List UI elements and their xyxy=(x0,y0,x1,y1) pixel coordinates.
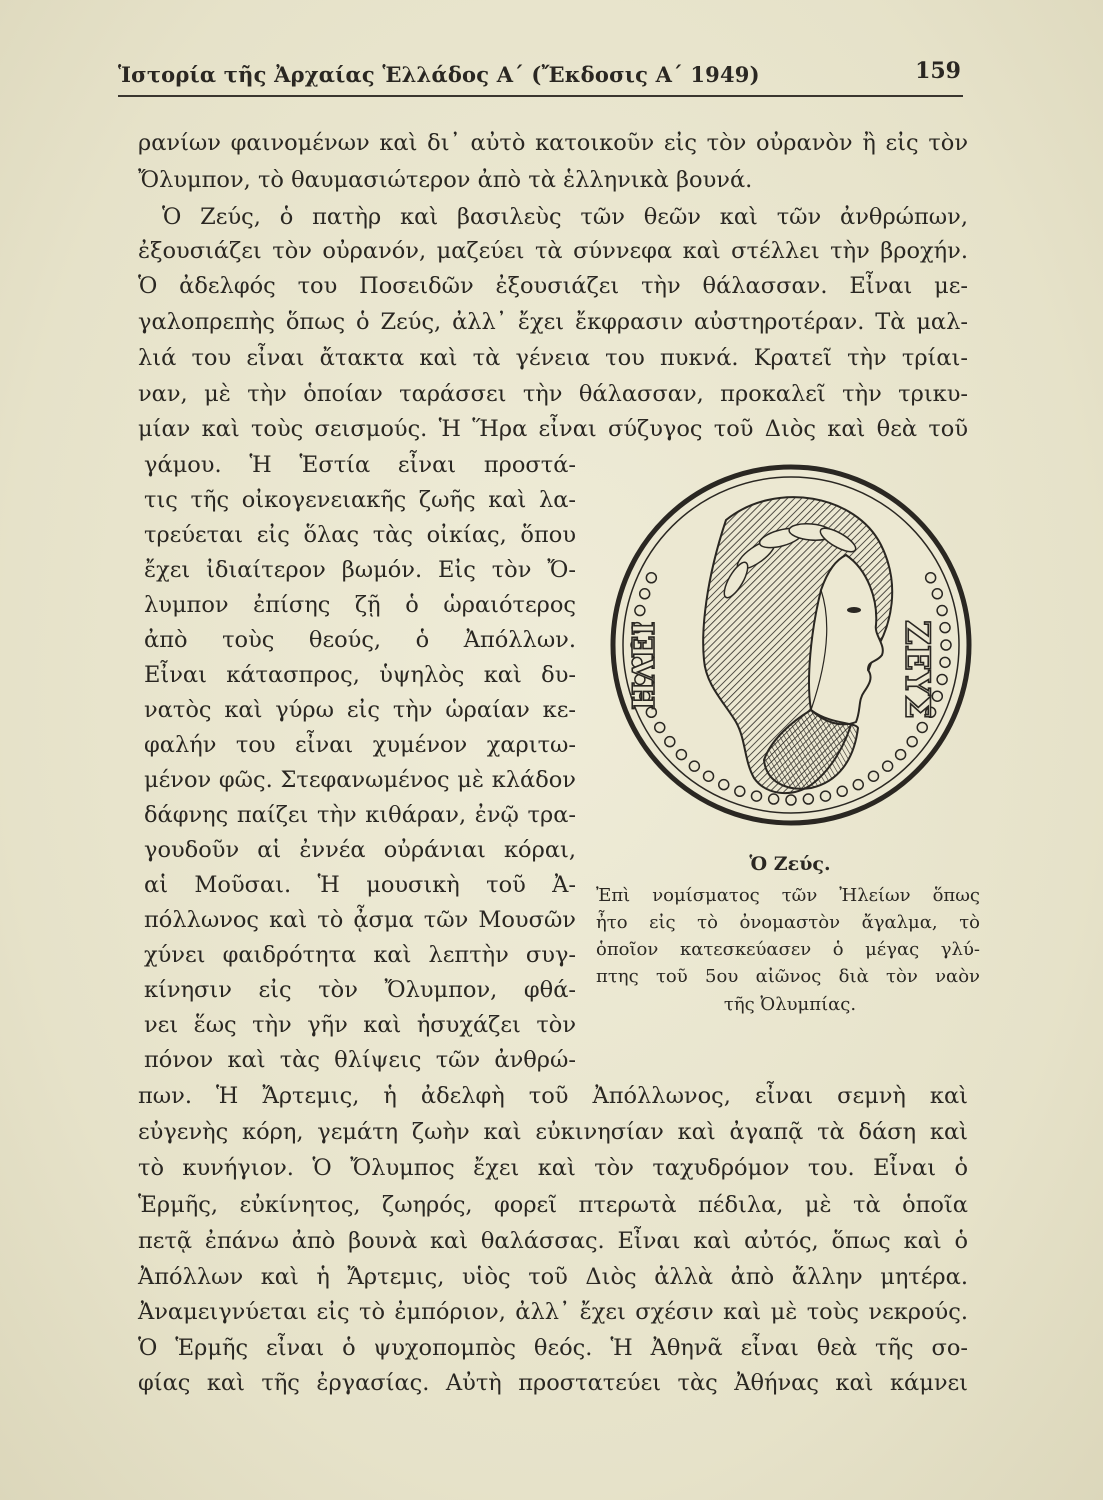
coin-bead xyxy=(635,606,645,616)
coin-bead xyxy=(665,737,675,747)
body-line: Εἶναι κάτασπρος, ὑψηλὸς καὶ δυ- xyxy=(144,662,576,688)
coin-bead xyxy=(769,794,779,804)
coin-bead xyxy=(937,674,947,684)
body-line: φαλήν του εἶναι χυμένον χαριτω- xyxy=(144,732,576,758)
body-line: πετᾷ ἐπάνω ἀπὸ βουνὰ καὶ θαλάσσας. Εἶναι καὶ αὐτός, ὅπως καὶ ὁ xyxy=(138,1228,968,1254)
coin-bead xyxy=(853,780,863,790)
body-line: γάμου. Ἡ Ἑστία εἶναι προστά- xyxy=(144,452,576,478)
coin-bead xyxy=(926,573,936,583)
header-rule xyxy=(118,95,963,97)
body-line: λυμπον ἐπίσης ζῇ ὁ ὡραιότερος xyxy=(144,592,576,618)
coin-inscription-left: ΗΛΕΙ xyxy=(627,621,662,710)
body-line: Ἀναμειγνύεται εἰς τὸ ἐμπόριον, ἀλλ᾽ ἔχει σχέσιν καὶ μὲ τοὺς νεκρούς. xyxy=(138,1299,968,1325)
body-line: νατὸς καὶ γύρω εἰς τὴν ὡραίαν κε- xyxy=(144,697,576,723)
body-line: μίαν καὶ τοὺς σεισμούς. Ἡ Ἥρα εἶναι σύζυγος τοῦ Διὸς καὶ θεὰ τοῦ xyxy=(138,416,968,442)
body-line: τις τῆς οἰκογενειακῆς ζωῆς καὶ λα- xyxy=(144,487,576,513)
body-line: Ἀπόλλων καὶ ἡ Ἄρτεμις, υἱὸς τοῦ Διὸς ἀλλὰ ἀπὸ ἄλλην μητέρα. xyxy=(138,1264,968,1290)
coin-bead xyxy=(932,589,942,599)
coin-bead xyxy=(937,606,947,616)
figure-caption-line: τῆς Ὀλυμπίας. xyxy=(723,994,857,1015)
body-line: νει ἕως τὴν γῆν καὶ ἡσυχάζει τὸν xyxy=(144,1012,576,1038)
coin-inscription-right: ΖΕΥΣ xyxy=(897,620,937,720)
figure-caption-line: πτης τοῦ 5ου αἰῶνος διὰ τὸν ναὸν xyxy=(596,966,980,987)
coin-bead xyxy=(940,657,950,667)
body-line: κίνησιν εἰς τὸν Ὄλυμπον, φθά- xyxy=(144,977,576,1003)
coin-bead xyxy=(752,791,762,801)
coin-bead xyxy=(917,722,927,732)
figure-caption-line: Ἐπὶ νομίσματος τῶν Ἠλείων ὅπως xyxy=(596,885,980,906)
coin-bead xyxy=(689,761,699,771)
coin-bead xyxy=(883,761,893,771)
coin-bead xyxy=(704,771,714,781)
zeus-coin-illustration xyxy=(606,460,976,830)
body-line: Ὄλυμπον, τὸ θαυμασιώτερον ἀπὸ τὰ ἑλληνικὰ βουνά. xyxy=(138,167,753,193)
coin-bead xyxy=(907,737,917,747)
body-line: Ὁ Ζεύς, ὁ πατὴρ καὶ βασιλεὺς τῶν θεῶν καὶ τῶν ἀνθρώπων, xyxy=(162,204,968,230)
body-line: πων. Ἡ Ἄρτεμις, ἡ ἀδελφὴ τοῦ Ἀπόλλωνος, εἶναι σεμνὴ καὶ xyxy=(138,1083,968,1109)
figure-caption-line: ὁποῖον κατεσκεύασεν ὁ μέγας γλύ- xyxy=(596,939,980,960)
coin-bead xyxy=(719,780,729,790)
body-line: ἔχει ἰδιαίτερον βωμόν. Εἰς τὸν Ὄ- xyxy=(144,557,576,583)
coin-bead xyxy=(940,623,950,633)
figure-caption-line: ἦτο εἰς τὸ ὀνομαστὸν ἄγαλμα, τὸ xyxy=(596,912,980,933)
body-line: γαλοπρεπὴς ὅπως ὁ Ζεύς, ἀλλ᾽ ἔχει ἔκφρασιν αὐστηροτέραν. Τὰ μαλ- xyxy=(138,309,968,335)
coin-bead xyxy=(735,786,745,796)
coin-bead xyxy=(803,794,813,804)
figure-caption-title: Ὁ Ζεύς. xyxy=(749,853,831,875)
body-line: ναν, μὲ τὴν ὁποίαν ταράσσει τὴν θάλασσαν, προκαλεῖ τὴν τρικυ- xyxy=(138,381,968,407)
body-line: πόνον καὶ τὰς θλίψεις τῶν ἀνθρώ- xyxy=(144,1047,576,1073)
body-line: τρεύεται εἰς ὅλας τὰς οἰκίας, ὅπου xyxy=(144,522,576,548)
body-line: τὸ κυνήγιον. Ὁ Ὄλυμπος ἔχει καὶ τὸν ταχυδρόμον του. Εἶναι ὁ xyxy=(138,1155,968,1181)
body-line: ἀπὸ τοὺς θεούς, ὁ Ἀπόλλων. xyxy=(144,627,576,653)
body-line: Ὁ ἀδελφός του Ποσειδῶν ἐξουσιάζει τὴν θάλασσαν. Εἶναι με- xyxy=(138,273,968,299)
page-number: 159 xyxy=(915,58,961,84)
body-line: λιά του εἶναι ἄτακτα καὶ τὰ γένεια του πυκνά. Κρατεῖ τὴν τρίαι- xyxy=(138,345,968,371)
coin-bead xyxy=(676,750,686,760)
running-header-title: Ἱστορία τῆς Ἀρχαίας Ἑλλάδος Α΄ (Ἔκδοσις Α΄ 1949) xyxy=(118,62,760,87)
coin-bead xyxy=(941,640,951,650)
body-line: Ὁ Ἑρμῆς εἶναι ὁ ψυχοπομπὸς θεός. Ἡ Ἀθηνᾶ εἶναι θεὰ τῆς σο- xyxy=(138,1335,968,1361)
coin-bead xyxy=(837,786,847,796)
coin-bead xyxy=(896,750,906,760)
coin-bead xyxy=(868,771,878,781)
running-header xyxy=(118,58,963,96)
body-line: μένον φῶς. Στεφανωμένος μὲ κλάδον xyxy=(144,767,576,793)
coin-bead xyxy=(646,573,656,583)
body-line: πόλλωνος καὶ τὸ ᾆσμα τῶν Μουσῶν xyxy=(144,907,576,933)
coin-bead xyxy=(820,791,830,801)
coin-bead xyxy=(640,589,650,599)
coin-bead xyxy=(655,722,665,732)
coin-bead xyxy=(786,795,796,805)
body-line: φίας καὶ τῆς ἐργασίας. Αὐτὴ προστατεύει τὰς Ἀθήνας καὶ κάμνει xyxy=(138,1370,968,1396)
body-line: χύνει φαιδρότητα καὶ λεπτὴν συγ- xyxy=(144,942,576,968)
body-line: γουδοῦν αἱ ἐννέα οὐράνιαι κόραι, xyxy=(144,837,576,863)
body-line: δάφνης παίζει τὴν κιθάραν, ἐνῷ τρα- xyxy=(144,802,576,828)
body-line: ἐξουσιάζει τὸν οὐρανόν, μαζεύει τὰ σύννεφα καὶ στέλλει τὴν βροχήν. xyxy=(138,238,968,264)
body-line: εὐγενὴς κόρη, γεμάτη ζωὴν καὶ εὐκινησίαν καὶ ἀγαπᾷ τὰ δάση καὶ xyxy=(138,1119,968,1145)
body-line: ρανίων φαινομένων καὶ δι᾽ αὐτὸ κατοικοῦν εἰς τὸν οὐρανὸν ἢ εἰς τὸν xyxy=(138,130,968,156)
body-line: Ἑρμῆς, εὐκίνητος, ζωηρός, φορεῖ πτερωτὰ πέδιλα, μὲ τὰ ὁποῖα xyxy=(138,1192,968,1218)
body-line: αἱ Μοῦσαι. Ἡ μουσικὴ τοῦ Ἀ- xyxy=(144,872,576,898)
